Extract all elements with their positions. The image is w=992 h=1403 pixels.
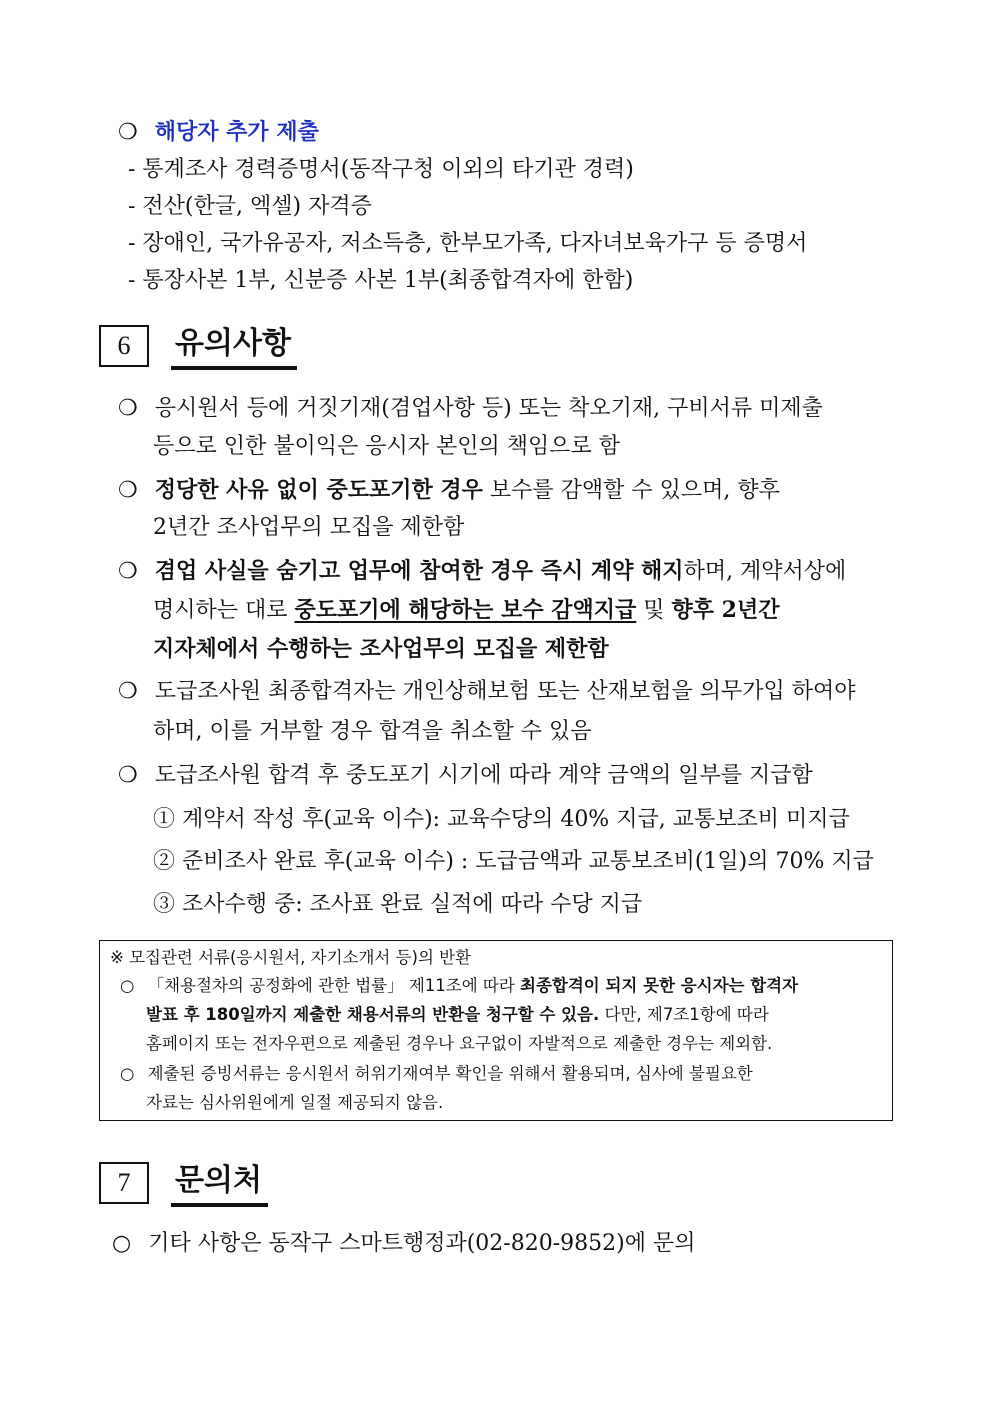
circle-bullet-icon: ❍ [118,396,138,421]
notice-item-3-cont: 명시하는 대로 중도포기에 해당하는 보수 감액지급 및 향후 2년간 [153,597,780,623]
small-circle-bullet-icon: ○ [120,1064,135,1083]
extra-item-4: - 통장사본 1부, 신분증 사본 1부(최종합격자에 한함) [128,268,634,293]
notice-line-2: 발표 후 180일까지 제출한 채용서류의 반환을 청구할 수 있음. 다만, 제7조1항에 따라 [146,1005,769,1024]
notice-item-3: ❍ 겸업 사실을 숨기고 업무에 참여한 경우 즉시 계약 해지하며, 계약서상에 [118,558,847,584]
payment-rule-3: ③ 조사수행 중: 조사표 완료 실적에 따라 수당 지급 [153,892,643,917]
notice-item-2: ❍ 정당한 사유 없이 중도포기한 경우 보수를 감액할 수 있으며, 향후 [118,477,780,503]
circle-bullet-icon: ❍ [118,478,138,503]
document-return-notice-box [99,940,893,1121]
extra-item-3: - 장애인, 국가유공자, 저소득층, 한부모가족, 다자녀보육가구 등 증명서 [128,231,808,256]
heading-text: 해당자 추가 제출 [154,119,319,145]
circle-bullet-icon: ❍ [118,120,138,145]
notice-line-4: ○ 제출된 증빙서류는 응시원서 허위기재여부 확인을 위해서 활용되며, 심사에 불필요한 [120,1064,753,1083]
payment-rule-2: ② 준비조사 완료 후(교육 이수) : 도급금액과 교통보조비(1일)의 70% 지급 [153,849,874,874]
notice-item-1-cont: 등으로 인한 불이익은 응시자 본인의 책임으로 함 [153,434,621,459]
circle-bullet-icon: ❍ [118,559,138,584]
notice-line-3: 홈페이지 또는 전자우편으로 제출된 경우나 요구없이 자발적으로 제출한 경우는 제외함. [146,1034,773,1053]
section-6-number: 6 [99,325,149,367]
small-circle-bullet-icon: ○ [120,976,135,995]
contact-info: ○ 기타 사항은 동작구 스마트행정과(02-820-9852)에 문의 [112,1231,696,1256]
section-6-title: 유의사항 [171,324,297,370]
notice-item-5: ❍ 도급조사원 합격 후 중도포기 시기에 따라 계약 금액의 일부를 지급함 [118,763,813,788]
notice-item-2-cont: 2년간 조사업무의 모집을 제한함 [153,515,465,540]
circle-bullet-icon: ❍ [118,763,138,788]
extra-submission-heading [118,118,319,147]
notice-item-1: ❍ 응시원서 등에 거짓기재(겸업사항 등) 또는 착오기재, 구비서류 미제출 [118,396,823,421]
notice-item-4-cont: 하며, 이를 거부할 경우 합격을 취소할 수 있음 [153,719,592,744]
notice-line-1: ○ 「채용절차의 공정화에 관한 법률」 제11조에 따라 최종합격이 되지 못한 응시자는 합격자 [120,976,799,995]
notice-item-3-cont2: 지자체에서 수행하는 조사업무의 모집을 제한함 [153,636,609,662]
circle-bullet-icon: ❍ [118,679,138,704]
extra-item-2: - 전산(한글, 엑셀) 자격증 [128,194,372,219]
small-circle-bullet-icon: ○ [112,1231,132,1256]
section-7-title: 문의처 [171,1161,268,1207]
section-7-number: 7 [99,1162,149,1204]
notice-title: ※ 모집관련 서류(응시원서, 자기소개서 등)의 반환 [110,948,472,967]
underlined-penalty: 중도포기에 해당하는 보수 감액지급 [294,597,637,623]
notice-line-5: 자료는 심사위원에게 일절 제공되지 않음. [146,1093,444,1112]
notice-item-4: ❍ 도급조사원 최종합격자는 개인상해보험 또는 산재보험을 의무가입 하여야 [118,679,856,704]
extra-item-1: - 통계조사 경력증명서(동작구청 이외의 타기관 경력) [128,157,634,182]
payment-rule-1: ① 계약서 작성 후(교육 이수): 교육수당의 40% 지급, 교통보조비 미지급 [153,807,850,832]
